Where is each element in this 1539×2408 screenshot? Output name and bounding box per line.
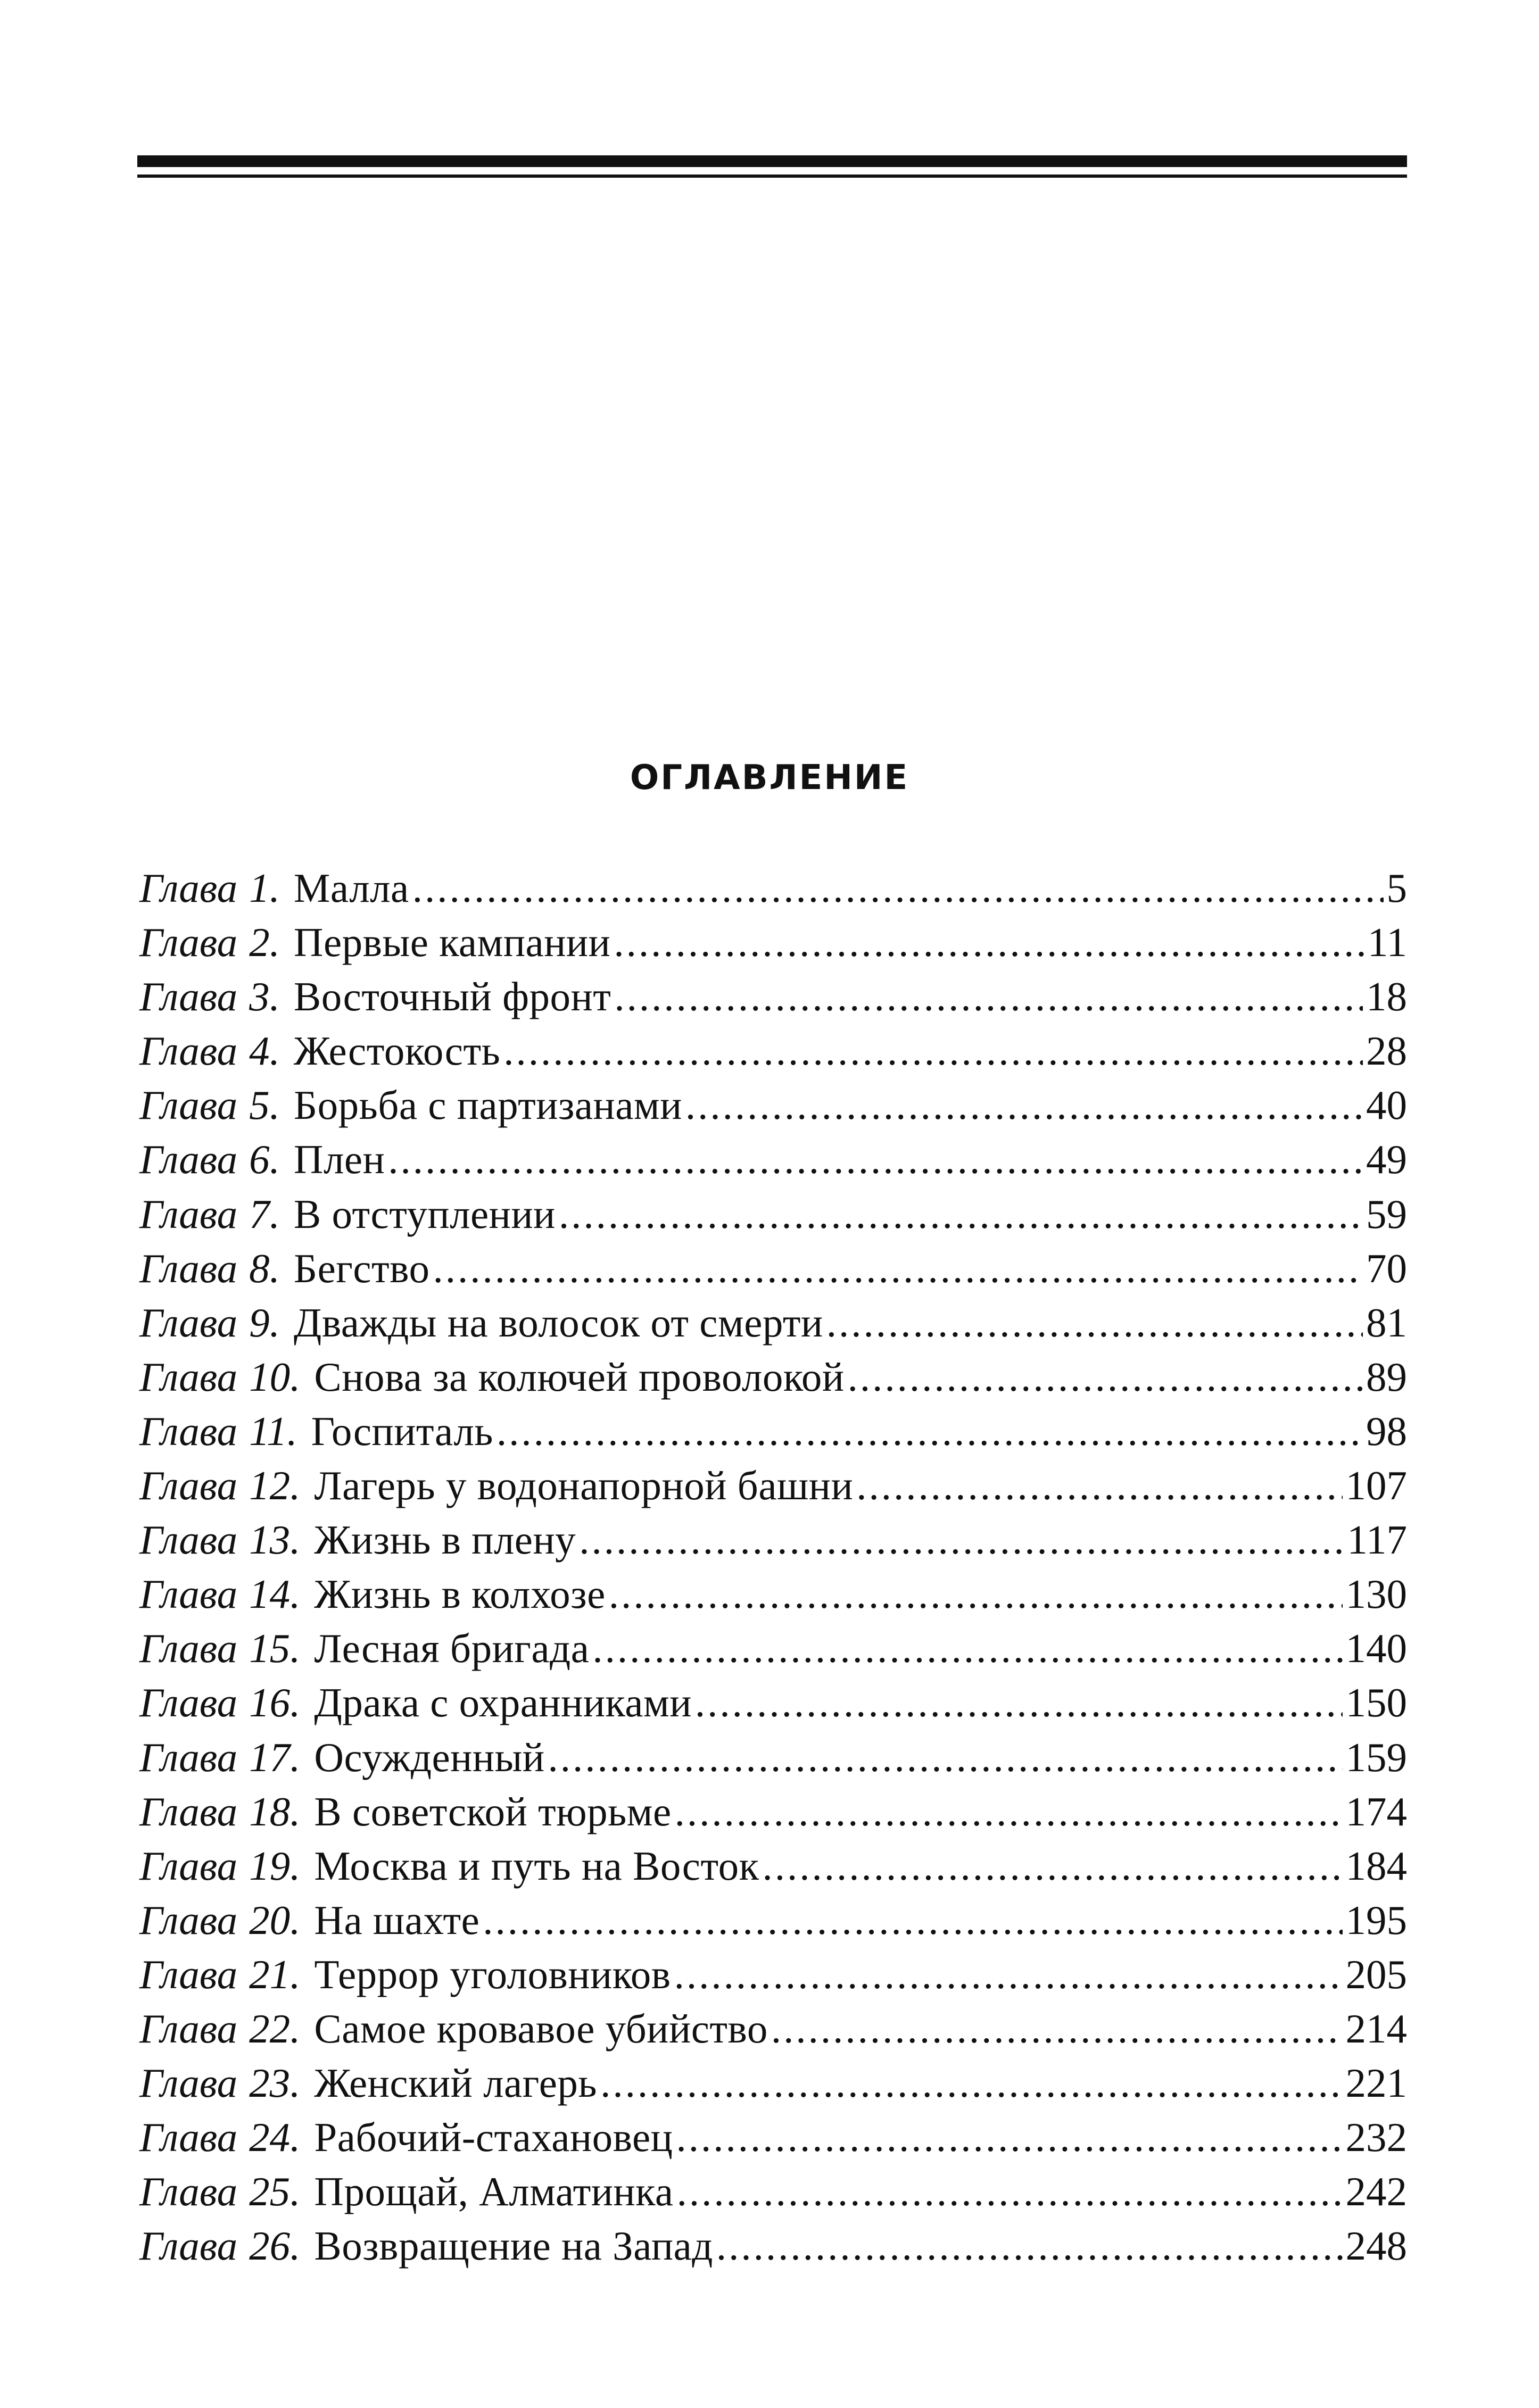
header-rule-thin (137, 175, 1407, 178)
chapter-number: 6. (249, 1136, 280, 1183)
chapter-number: 26. (249, 2223, 301, 2269)
toc-entry (139, 2164, 1407, 2219)
chapter-number: 1. (249, 865, 280, 911)
page-number: 130 (1345, 1571, 1407, 1617)
dot-leader (497, 1404, 1363, 1458)
chapter-title: Первые кампании (293, 919, 611, 966)
chapter-title: Женский лагерь (314, 2060, 598, 2106)
dot-leader (600, 2056, 1342, 2110)
toc-entry (139, 1893, 1407, 1947)
page-number: 150 (1345, 1680, 1407, 1726)
page-number: 184 (1345, 1842, 1407, 1889)
dot-leader (433, 1241, 1363, 1296)
page-number: 140 (1345, 1625, 1407, 1672)
chapter-title: Рабочий-стахановец (314, 2114, 673, 2161)
chapter-number: 8. (249, 1245, 280, 1291)
toc-entry (139, 969, 1407, 1024)
toc-entry (139, 915, 1407, 969)
chapter-title: В отступлении (293, 1191, 556, 1237)
chapter-prefix: Глава (139, 919, 238, 966)
chapter-number: 23. (249, 2060, 301, 2106)
toc-entry (139, 1839, 1407, 1893)
chapter-title: Возвращение на Запад (314, 2223, 713, 2269)
dot-leader (609, 1567, 1343, 1621)
chapter-prefix: Глава (139, 2060, 238, 2106)
chapter-prefix: Глава (139, 1517, 238, 1563)
chapter-prefix: Глава (139, 1299, 238, 1346)
toc-entry (139, 1947, 1407, 2002)
toc-entry (139, 1350, 1407, 1404)
chapter-prefix: Глава (139, 1028, 238, 1074)
dot-leader (675, 1784, 1343, 1839)
toc-entry (139, 2002, 1407, 2056)
chapter-title: Восточный фронт (293, 974, 611, 1020)
page-number: 195 (1345, 1897, 1407, 1943)
chapter-number: 2. (249, 919, 280, 966)
toc-entry (139, 2110, 1407, 2164)
chapter-title: Снова за колючей проволокой (314, 1354, 845, 1400)
page-number: 214 (1345, 2005, 1407, 2052)
chapter-title: Плен (293, 1136, 385, 1183)
chapter-prefix: Глава (139, 1571, 238, 1617)
chapter-prefix: Глава (139, 1245, 238, 1291)
chapter-number: 20. (249, 1897, 301, 1943)
chapter-number: 10. (249, 1354, 301, 1400)
dot-leader (695, 1675, 1343, 1730)
page-number: 5 (1386, 865, 1407, 911)
chapter-number: 7. (249, 1191, 280, 1237)
toc-entry (139, 1730, 1407, 1784)
dot-leader (826, 1296, 1363, 1350)
toc-entry (139, 1458, 1407, 1513)
chapter-title: Жизнь в плену (314, 1517, 576, 1563)
chapter-number: 24. (249, 2114, 301, 2161)
chapter-prefix: Глава (139, 1354, 238, 1400)
chapter-number: 13. (249, 1517, 301, 1563)
dot-leader (856, 1458, 1342, 1513)
chapter-prefix: Глава (139, 1897, 238, 1943)
chapter-number: 21. (249, 1951, 301, 1997)
chapter-prefix: Глава (139, 865, 238, 911)
chapter-title: Драка с охранниками (314, 1680, 692, 1726)
page-number: 11 (1367, 919, 1407, 966)
dot-leader (412, 861, 1384, 915)
chapter-number: 3. (249, 974, 280, 1020)
page-number: 242 (1345, 2169, 1407, 2215)
page-number: 40 (1366, 1082, 1407, 1128)
dot-leader (848, 1350, 1363, 1404)
dot-leader (592, 1621, 1342, 1675)
page-number: 159 (1345, 1734, 1407, 1780)
page-number: 49 (1366, 1136, 1407, 1183)
toc-entry (139, 1784, 1407, 1839)
chapter-number: 22. (249, 2005, 301, 2052)
chapter-prefix: Глава (139, 2005, 238, 2052)
toc-entry (139, 1132, 1407, 1186)
page-number: 70 (1366, 1245, 1407, 1291)
chapter-title: Террор уголовников (314, 1951, 671, 1997)
toc-entry (139, 1513, 1407, 1567)
chapter-prefix: Глава (139, 1951, 238, 1997)
toc-entry (139, 1296, 1407, 1350)
dot-leader (503, 1024, 1363, 1078)
page-number: 18 (1366, 974, 1407, 1020)
chapter-prefix: Глава (139, 1788, 238, 1834)
page-number: 232 (1345, 2114, 1407, 2161)
dot-leader (388, 1132, 1363, 1186)
chapter-title: Малла (293, 865, 409, 911)
page-number: 59 (1366, 1191, 1407, 1237)
page-number: 117 (1347, 1517, 1407, 1563)
dot-leader (483, 1893, 1342, 1947)
page-number: 174 (1345, 1788, 1407, 1834)
chapter-number: 15. (249, 1625, 301, 1672)
page-number: 221 (1345, 2060, 1407, 2106)
toc-entry (139, 1404, 1407, 1458)
chapter-number: 25. (249, 2169, 301, 2215)
chapter-prefix: Глава (139, 2169, 238, 2215)
chapter-title: Лесная бригада (314, 1625, 590, 1672)
dot-leader (579, 1513, 1344, 1567)
page-number: 81 (1366, 1299, 1407, 1346)
dot-leader (674, 1947, 1343, 2002)
chapter-prefix: Глава (139, 1408, 238, 1454)
chapter-title: Осужденный (314, 1734, 545, 1780)
chapter-prefix: Глава (139, 2114, 238, 2161)
page-number: 28 (1366, 1028, 1407, 1074)
toc-entry (139, 1024, 1407, 1078)
dot-leader (676, 2110, 1342, 2164)
chapter-number: 16. (249, 1680, 301, 1726)
dot-leader (614, 969, 1363, 1024)
dot-leader (614, 915, 1364, 969)
page-number: 98 (1366, 1408, 1407, 1454)
toc-entry (139, 1241, 1407, 1296)
chapter-number: 17. (249, 1734, 301, 1780)
table-of-contents (139, 861, 1407, 2273)
page-number: 205 (1345, 1951, 1407, 1997)
toc-entry (139, 861, 1407, 915)
toc-entry (139, 1187, 1407, 1241)
chapter-number: 5. (249, 1082, 280, 1128)
chapter-title: Дважды на волосок от смерти (293, 1299, 823, 1346)
chapter-title: Жизнь в колхозе (314, 1571, 606, 1617)
chapter-title: Госпиталь (311, 1408, 493, 1454)
chapter-title: В советской тюрьме (314, 1788, 672, 1834)
page-number: 107 (1345, 1463, 1407, 1509)
dot-leader (685, 1078, 1363, 1132)
chapter-title: Прощай, Алматинка (314, 2169, 674, 2215)
chapter-number: 18. (249, 1788, 301, 1834)
chapter-title: Самое кровавое убийство (314, 2005, 768, 2052)
chapter-title: Жестокость (293, 1028, 501, 1074)
chapter-number: 19. (249, 1842, 301, 1889)
toc-entry (139, 2219, 1407, 2273)
chapter-prefix: Глава (139, 2223, 238, 2269)
toc-entry (139, 1675, 1407, 1730)
chapter-prefix: Глава (139, 1734, 238, 1780)
chapter-title: Борьба с партизанами (293, 1082, 682, 1128)
header-rule-thick (137, 155, 1407, 167)
chapter-title: Лагерь у водонапорной башни (314, 1463, 854, 1509)
chapter-number: 12. (249, 1463, 301, 1509)
chapter-prefix: Глава (139, 1842, 238, 1889)
chapter-title: Москва и путь на Восток (314, 1842, 759, 1889)
chapter-number: 11. (249, 1408, 297, 1454)
chapter-number: 4. (249, 1028, 280, 1074)
chapter-number: 14. (249, 1571, 301, 1617)
dot-leader (559, 1187, 1363, 1241)
toc-entry (139, 1078, 1407, 1132)
dot-leader (677, 2164, 1343, 2219)
chapter-prefix: Глава (139, 1136, 238, 1183)
page-number: 89 (1366, 1354, 1407, 1400)
chapter-prefix: Глава (139, 1680, 238, 1726)
chapter-prefix: Глава (139, 1625, 238, 1672)
chapter-title: Бегство (293, 1245, 430, 1291)
toc-entry (139, 1567, 1407, 1621)
dot-leader (763, 1839, 1343, 1893)
chapter-prefix: Глава (139, 974, 238, 1020)
chapter-prefix: Глава (139, 1191, 238, 1237)
page-number: 248 (1345, 2223, 1407, 2269)
chapter-prefix: Глава (139, 1463, 238, 1509)
chapter-prefix: Глава (139, 1082, 238, 1128)
chapter-number: 9. (249, 1299, 280, 1346)
dot-leader (771, 2002, 1343, 2056)
dot-leader (548, 1730, 1343, 1784)
toc-entry (139, 1621, 1407, 1675)
toc-entry (139, 2056, 1407, 2110)
toc-heading: ОГЛАВЛЕНИЕ (630, 758, 909, 798)
chapter-title: На шахте (314, 1897, 480, 1943)
dot-leader (716, 2219, 1343, 2273)
